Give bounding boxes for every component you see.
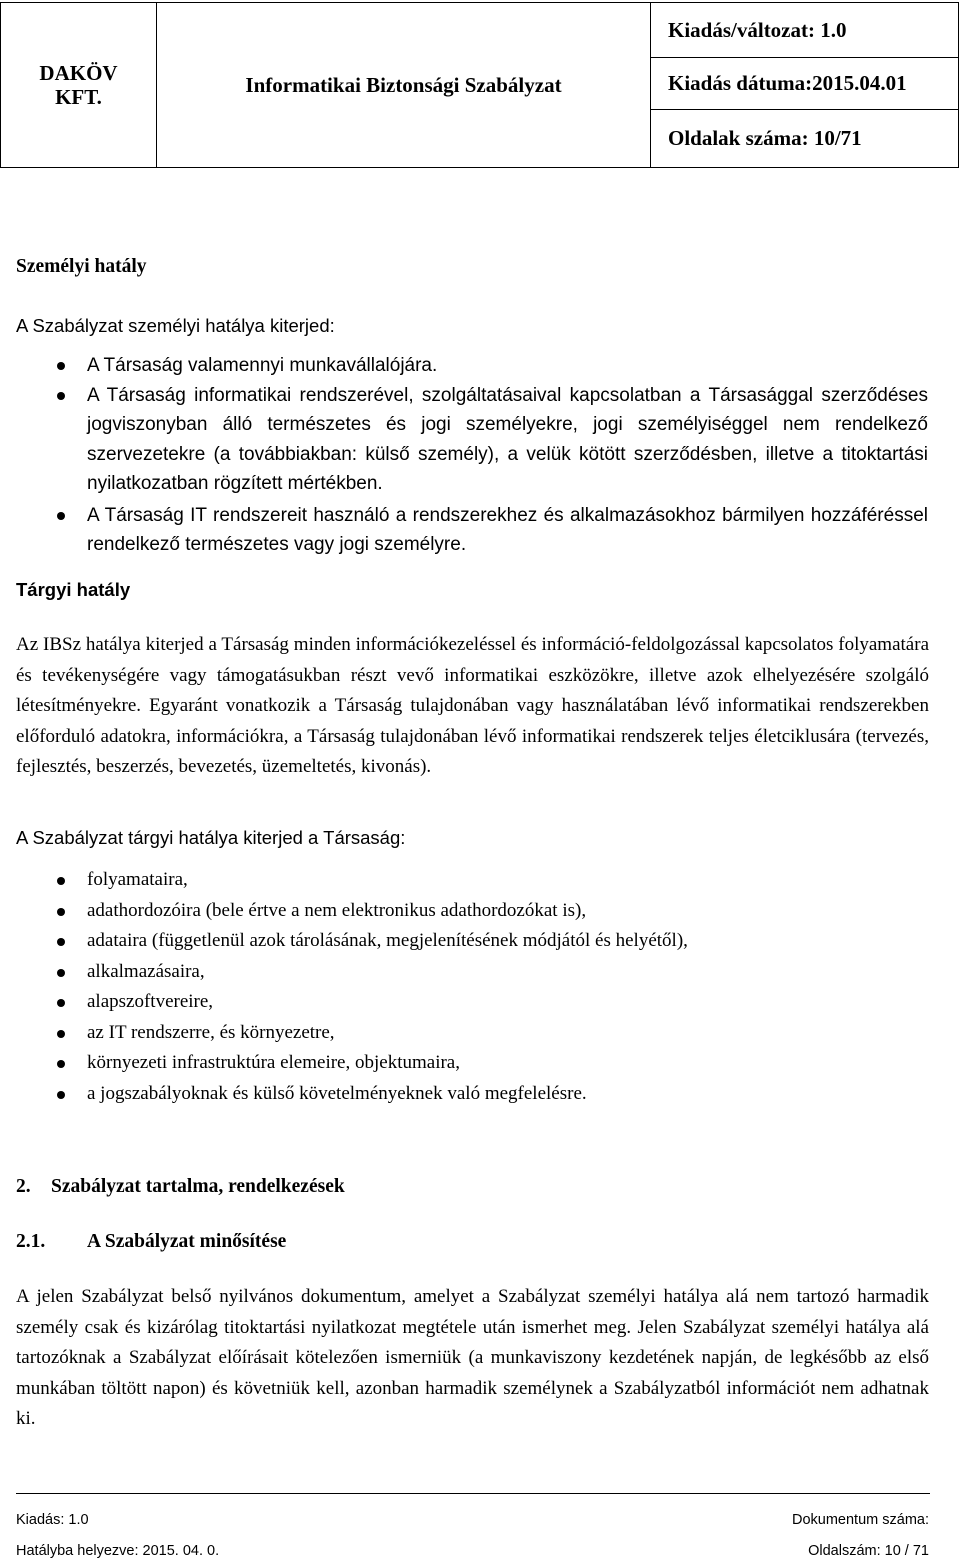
- bullet-icon: [57, 1091, 65, 1099]
- section-2-1-title: A Szabályzat minősítése: [87, 1231, 287, 1252]
- bullet-icon: [57, 877, 65, 885]
- material-scope-intro: A Szabályzat tárgyi hatálya kiterjed a Társaság:: [16, 827, 406, 848]
- company-name-line1: DAKÖV: [39, 61, 118, 85]
- section-2-1-paragraph: A jelen Szabályzat belső nyilvános dokumentum, amelyet a Szabályzat személyi hatálya alá nem tartozó harmadik személy csak és kizárólag titoktartási nyilatkozat megtétele után ismerhet meg. Jelen Szabályzat személyi hatálya alá tartozóknak a Szabályzat előírásait kötelezően ismerniük (a munkaviszony kezdetének napján, de legkésőbb az első munkában töltött napon) és követniük kell, azonban harmadik személynek a Szabályzatból információt nem adhatnak ki.: [16, 1286, 929, 1429]
- section-2-1-number: 2.1.: [16, 1231, 46, 1252]
- material-scope-heading: Tárgyi hatály: [16, 579, 131, 600]
- section-2-number: 2.: [16, 1176, 31, 1197]
- list-item: az IT rendszerre, és környezetre,: [16, 1018, 928, 1049]
- document-title: Informatikai Biztonsági Szabályzat: [157, 3, 651, 168]
- list-item: adathordozóira (bele értve a nem elektronikus adathordozókat is),: [16, 896, 928, 927]
- footer-doc-number: Dokumentum száma:: [792, 1512, 929, 1528]
- bullet-icon: [57, 362, 65, 370]
- page-count-label: Oldalak száma: 10/71: [651, 110, 959, 168]
- company-name: [1, 3, 157, 168]
- footer-divider: [16, 1493, 930, 1494]
- footer-effective-date: Hatályba helyezve: 2015. 04. 0.: [16, 1543, 220, 1559]
- footer-page-number: Oldalszám: 10 / 71: [808, 1543, 929, 1559]
- list-item: alkalmazásaira,: [16, 957, 928, 988]
- footer-edition: Kiadás: 1.0: [16, 1512, 89, 1528]
- list-item: adataira (függetlenül azok tárolásának, megjelenítésének módjától és helyétől),: [16, 926, 928, 957]
- issue-date-label: Kiadás dátuma:2015.04.01: [651, 58, 959, 110]
- personal-scope-intro: A Szabályzat személyi hatálya kiterjed:: [16, 315, 335, 336]
- material-scope-list: [16, 865, 928, 1109]
- personal-scope-list: [16, 351, 928, 560]
- bullet-icon: [57, 1030, 65, 1038]
- bullet-icon: [57, 938, 65, 946]
- list-item: folyamataira,: [16, 865, 928, 896]
- bullet-icon: [57, 969, 65, 977]
- list-item: A Társaság informatikai rendszerével, szolgáltatásaival kapcsolatban a Társasággal szerződéses jogviszonyban álló természetes és jogi személyekre, jogi személyiséggel nem rendelkező szervezetekre (a továbbiakban: külső személy), a velük kötött szerződésben, illetve a titoktartási nyilatkozatban rögzített mértékben.: [16, 381, 928, 499]
- material-scope-paragraph: Az IBSz hatálya kiterjed a Társaság minden információkezeléssel és információ-feldolgozással kapcsolatos folyamatára és tevékenységére vagy támogatásukban részt vevő informatikai eszközökre, illetve azok elhelyezésére szolgáló létesítményekre. Egyaránt vonatkozik a Társaság tulajdonában vagy használatában lévő informatikai rendszerekben előforduló adatokra, információkra, a Társaság tulajdonában lévő informatikai rendszerek teljes életciklusára (tervezés, fejlesztés, beszerzés, bevezetés, üzemeltetés, kivonás).: [16, 634, 929, 777]
- section-2-title: Szabályzat tartalma, rendelkezések: [51, 1176, 345, 1197]
- list-item: A Társaság valamennyi munkavállalójára.: [16, 351, 928, 381]
- document-header: [0, 2, 959, 168]
- list-item: alapszoftvereire,: [16, 987, 928, 1018]
- bullet-icon: [57, 999, 65, 1007]
- version-label: Kiadás/változat: 1.0: [651, 3, 959, 58]
- company-name-line2: KFT.: [55, 85, 102, 109]
- personal-scope-heading: Személyi hatály: [16, 256, 147, 277]
- list-item: a jogszabályoknak és külső követelményeknek való megfelelésre.: [16, 1079, 928, 1110]
- bullet-icon: [57, 908, 65, 916]
- bullet-icon: [57, 392, 65, 400]
- bullet-icon: [57, 1060, 65, 1068]
- bullet-icon: [57, 512, 65, 520]
- list-item: A Társaság IT rendszereit használó a rendszerekhez és alkalmazásokhoz bármilyen hozzáféréssel rendelkező természetes vagy jogi személyre.: [16, 501, 928, 560]
- list-item: környezeti infrastruktúra elemeire, objektumaira,: [16, 1048, 928, 1079]
